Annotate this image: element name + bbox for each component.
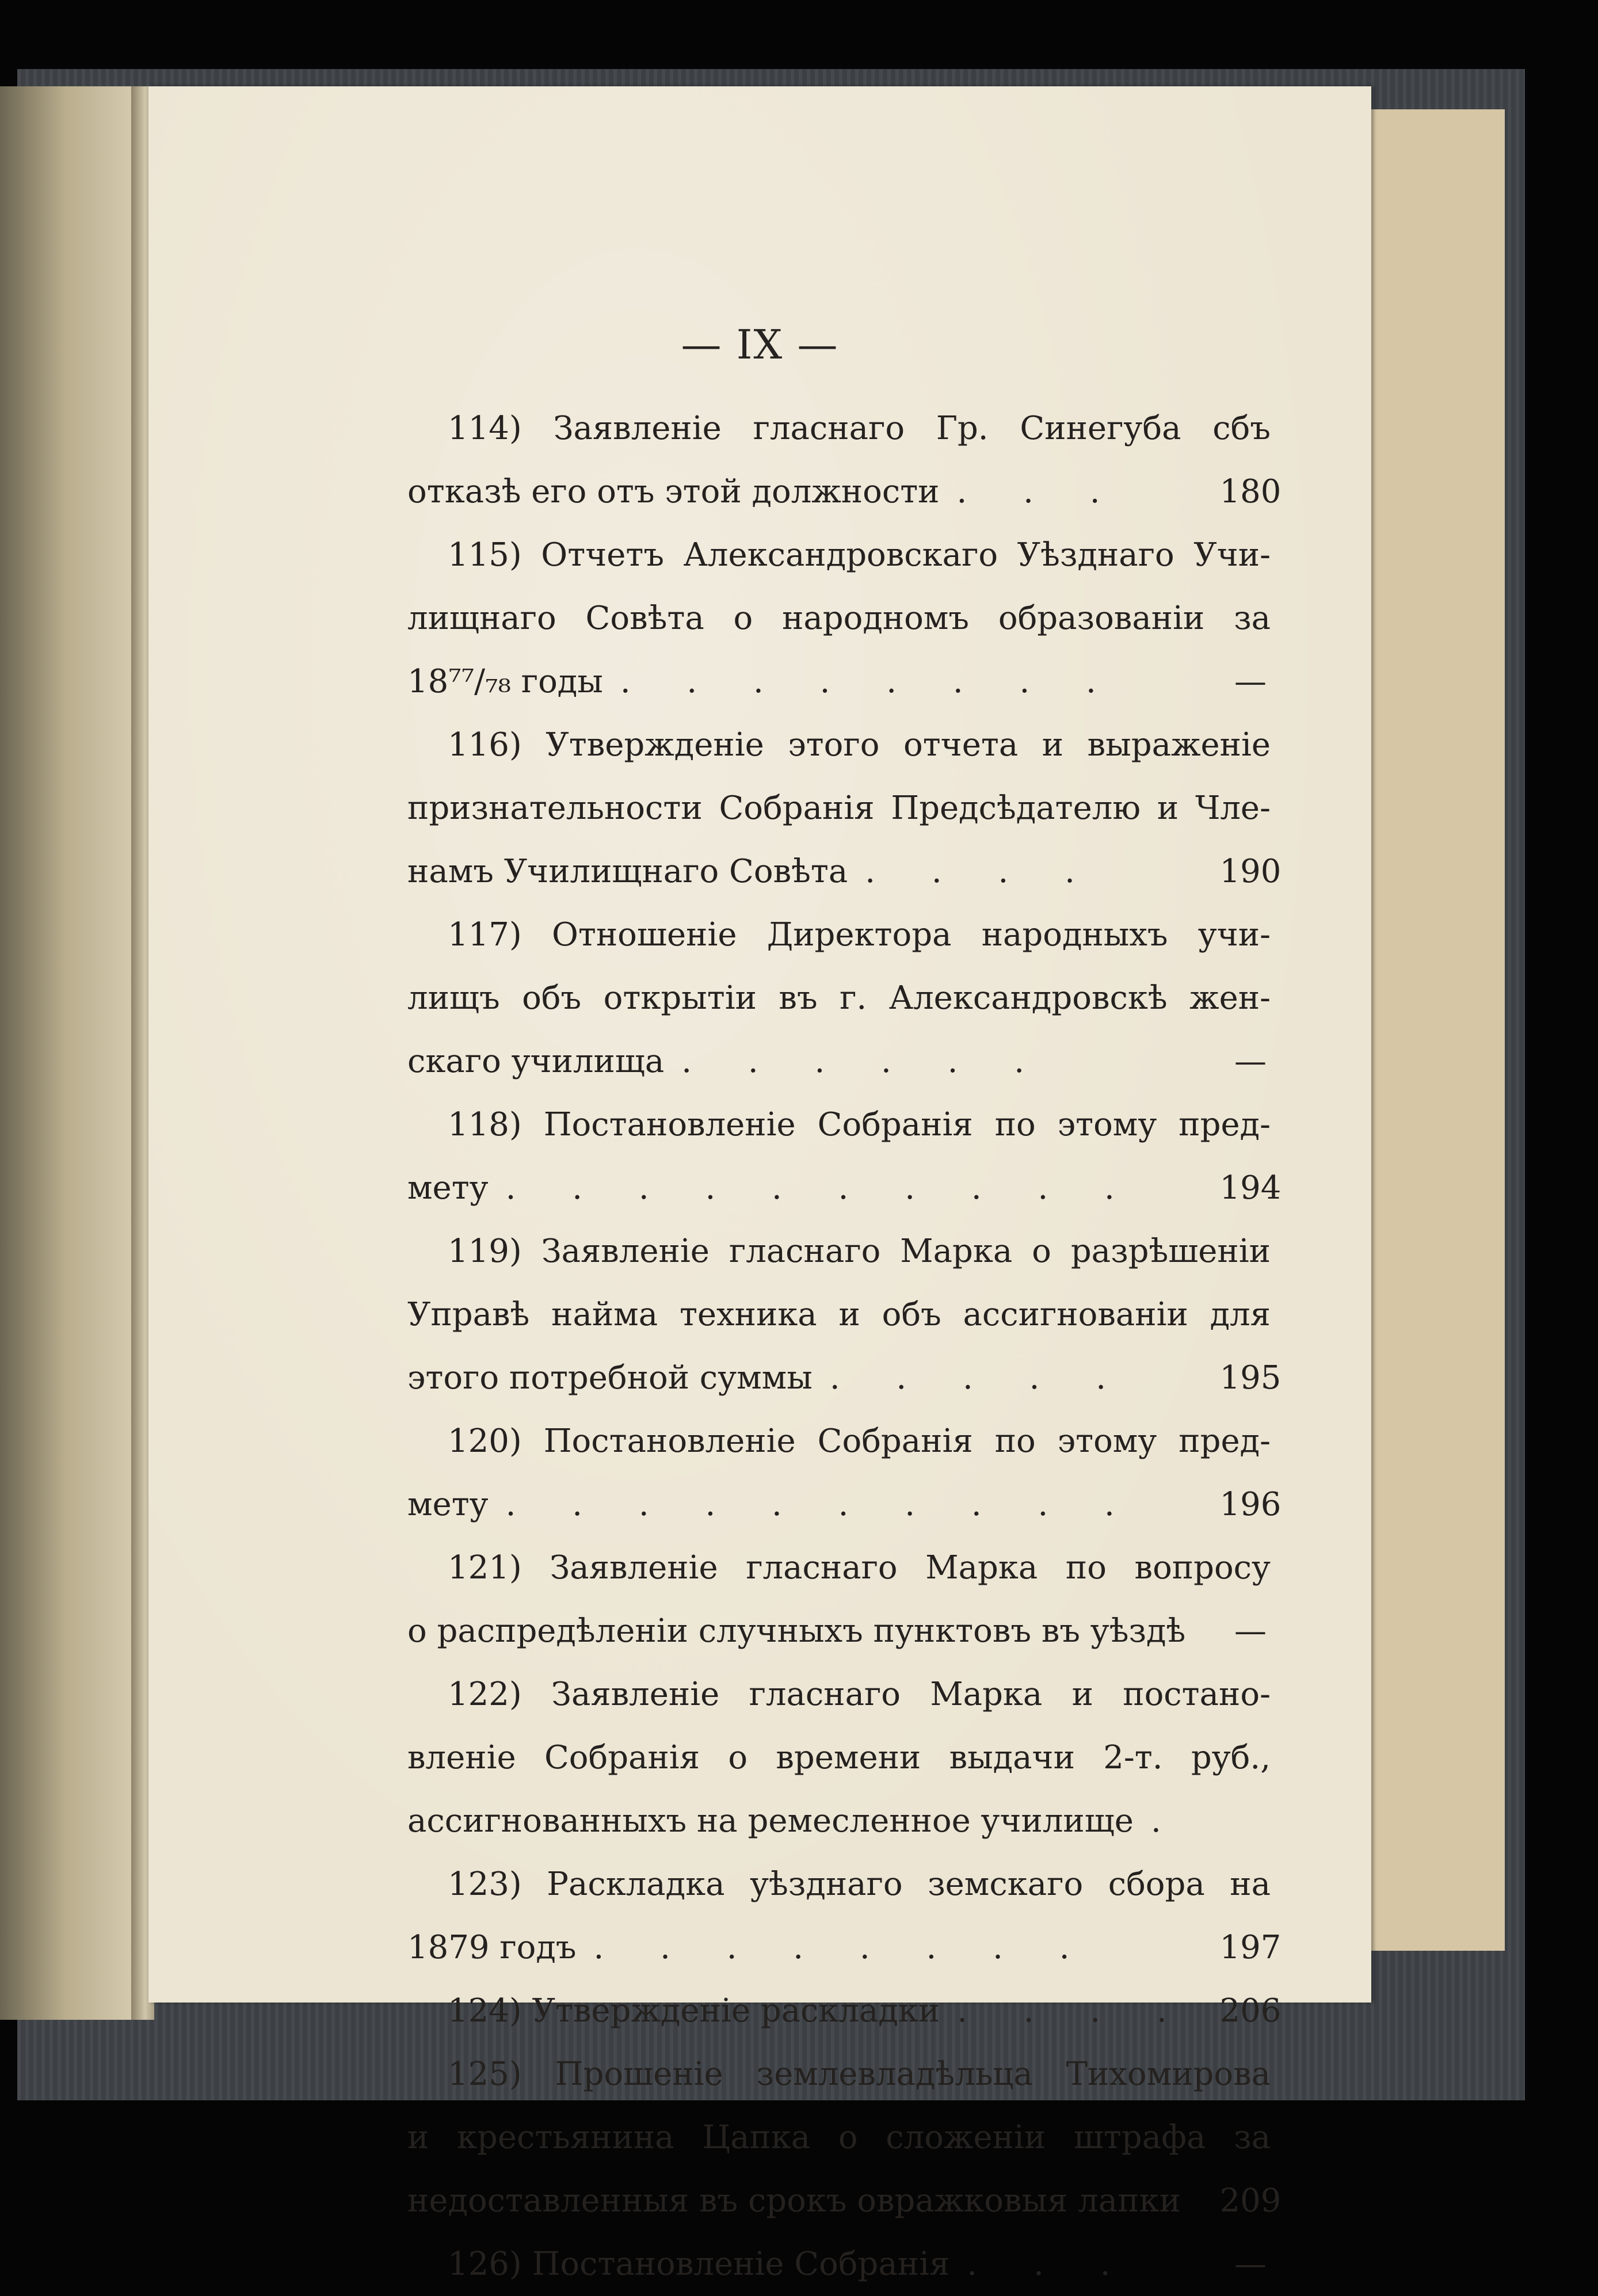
toc-entry-line: 123) Раскладка уѣзднаго земскаго сбора на bbox=[448, 1866, 1271, 1903]
toc-entry bbox=[407, 903, 1271, 1093]
toc-entry bbox=[407, 2233, 1271, 2296]
toc-entry-line: этого потребной суммы . . . . . bbox=[407, 1347, 1271, 1410]
page-number: — IX — bbox=[681, 321, 839, 368]
dot-leader: . . . . . . . . bbox=[593, 1929, 1070, 1966]
page-reference: 194 bbox=[1219, 1169, 1282, 1207]
toc-entry bbox=[407, 1853, 1271, 1980]
toc-entry-line: 18⁷⁷/₇₈ годы . . . . . . . . bbox=[407, 650, 1271, 714]
toc-entry-line: вленіе Собранія о времени выдачи 2-т. руб., bbox=[407, 1739, 1271, 1776]
toc-entry bbox=[407, 524, 1271, 714]
toc-entry-line: 120) Постановленіе Собранія по этому пред- bbox=[448, 1422, 1271, 1460]
toc-entry-line: 116) Утвержденіе этого отчета и выраженіе bbox=[448, 726, 1271, 764]
toc-entry-line: ассигнованныхъ на ремесленное училище . bbox=[407, 1790, 1271, 1853]
page-reference: — bbox=[1234, 1612, 1267, 1650]
toc-entry-line: 117) Отношеніе Директора народныхъ учи- bbox=[448, 916, 1271, 954]
toc-entry-line: намъ Училищнаго Совѣта . . . . bbox=[407, 840, 1271, 903]
toc-entry bbox=[407, 1536, 1271, 1663]
toc-entry-line: 121) Заявленіе гласнаго Марка по вопросу bbox=[448, 1549, 1271, 1586]
dot-leader: . . . . . bbox=[829, 1359, 1107, 1397]
dot-leader: . . . . . . . . bbox=[620, 663, 1096, 700]
toc-entry-line: 115) Отчетъ Александровскаго Уѣзднаго Учи- bbox=[448, 536, 1271, 574]
back-sheet bbox=[1361, 109, 1505, 1951]
toc-entry-line: отказѣ его отъ этой должности . . . bbox=[407, 460, 1271, 524]
toc-entry bbox=[407, 1663, 1271, 1853]
toc-entry-line: 114) Заявленіе гласнаго Гр. Синегуба сбъ bbox=[448, 410, 1271, 447]
toc-entry-line: недоставленныя въ срокъ овражковыя лапки bbox=[407, 2182, 1181, 2219]
toc-entry-line: мету . . . . . . . . . . bbox=[407, 1157, 1271, 1220]
toc-entry-line: 124) Утвержденіе раскладки . . . . bbox=[407, 1980, 1271, 2043]
dot-leader: . . . bbox=[967, 2245, 1111, 2283]
toc-entry bbox=[407, 714, 1271, 903]
toc-entry bbox=[407, 1980, 1271, 2043]
dot-leader: . . . . . . . . . . bbox=[505, 1169, 1115, 1207]
dot-leader: . . . . bbox=[865, 853, 1075, 890]
toc-entry bbox=[407, 1220, 1271, 1410]
toc-entry-line: лищнаго Совѣта о народномъ образованіи за bbox=[407, 600, 1271, 637]
page-reference: 180 bbox=[1219, 473, 1282, 510]
page-reference: 209 bbox=[1219, 2182, 1282, 2219]
toc-entry-line: 126) Постановленіе Собранія . . . bbox=[407, 2233, 1271, 2296]
page-reference: 190 bbox=[1219, 853, 1282, 890]
toc-entry-line: и крестьянина Цапка о сложеніи штрафа за bbox=[407, 2119, 1271, 2156]
toc-entry bbox=[407, 2043, 1271, 2233]
toc-entry-line: о распредѣленіи случныхъ пунктовъ въ уѣздѣ bbox=[407, 1612, 1186, 1650]
toc-entry-line: 1879 годъ . . . . . . . . bbox=[407, 1916, 1271, 1980]
toc-entry-line: скаго училища . . . . . . bbox=[407, 1030, 1271, 1093]
toc-entry bbox=[407, 397, 1271, 524]
toc-entry-line: 125) Прошеніе землевладѣльца Тихомирова bbox=[448, 2055, 1271, 2093]
page-reference: 197 bbox=[1219, 1929, 1282, 1966]
toc-entry-line: 119) Заявленіе гласнаго Марка о разрѣшеніи bbox=[448, 1233, 1271, 1270]
toc-entry-line: мету . . . . . . . . . . bbox=[407, 1473, 1271, 1536]
table-of-contents bbox=[407, 397, 1271, 2296]
page-reference: 206 bbox=[1219, 1992, 1282, 2030]
dot-leader: . . . . . . . . . . bbox=[505, 1486, 1115, 1523]
page-reference: 195 bbox=[1219, 1359, 1282, 1397]
toc-entry-line: лищъ объ открытіи въ г. Александровскѣ жен- bbox=[407, 979, 1271, 1017]
toc-entry bbox=[407, 1410, 1271, 1536]
dot-leader: . . . . . . bbox=[681, 1043, 1025, 1080]
toc-entry-line: признательности Собранія Предсѣдателю и Чле- bbox=[407, 790, 1271, 827]
toc-entry-line: 118) Постановленіе Собранія по этому пред- bbox=[448, 1106, 1271, 1143]
page-reference: — bbox=[1234, 663, 1267, 700]
page-reference: 196 bbox=[1219, 1486, 1282, 1523]
toc-entry-line: Управѣ найма техника и объ ассигнованіи для bbox=[407, 1296, 1271, 1333]
page-reference: — bbox=[1234, 1043, 1267, 1080]
toc-entry bbox=[407, 1093, 1271, 1220]
dot-leader: . bbox=[1150, 1802, 1161, 1840]
dot-leader: . . . bbox=[956, 473, 1100, 510]
left-page-edge bbox=[0, 86, 144, 2020]
book-page bbox=[148, 86, 1371, 2283]
dot-leader: . . . . bbox=[957, 1992, 1167, 2030]
toc-entry-line: 122) Заявленіе гласнаго Марка и постано- bbox=[448, 1676, 1271, 1713]
page-reference: — bbox=[1234, 2245, 1267, 2283]
